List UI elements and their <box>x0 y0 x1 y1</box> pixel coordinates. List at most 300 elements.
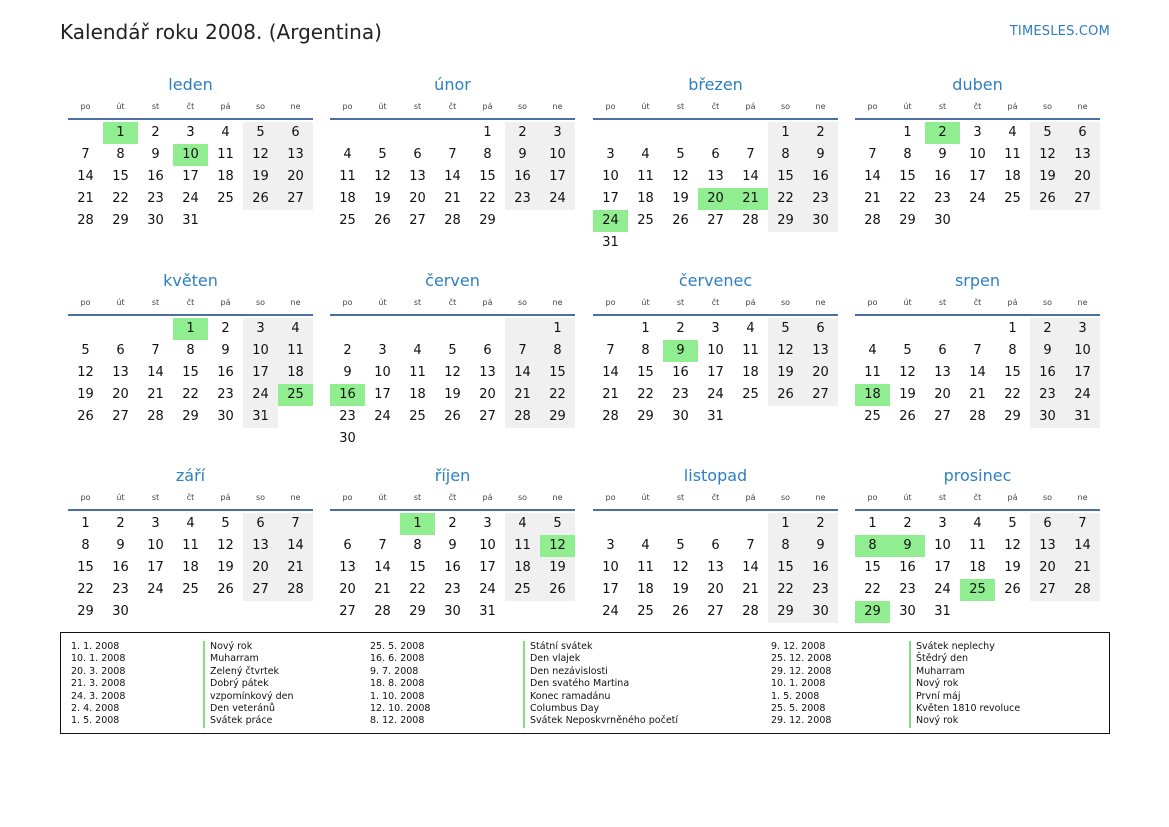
empty-day-cell <box>103 318 138 340</box>
weekday-label: pá <box>1007 298 1018 307</box>
legend-date: 16. 6. 2008 <box>370 653 425 665</box>
day-cell: 25 <box>864 409 881 424</box>
holiday-day-cell: 9 <box>890 535 925 557</box>
day-cell: 12 <box>243 144 278 166</box>
day-cell: 16 <box>1030 362 1065 384</box>
header-divider <box>68 509 313 511</box>
empty-day-cell <box>470 318 505 340</box>
day-cell: 19 <box>77 387 94 402</box>
weekday-label: ne <box>552 493 563 502</box>
day-cell: 12 <box>374 169 391 184</box>
day-cell: 24 <box>147 582 164 597</box>
day-cell: 4 <box>973 516 982 531</box>
day-cell: 29 <box>540 406 575 428</box>
day-cell: 24 <box>540 188 575 210</box>
day-cell: 7 <box>746 147 755 162</box>
day-cell: 25 <box>182 582 199 597</box>
empty-day-cell <box>68 318 103 340</box>
site-logo[interactable]: TIMESLES.COM <box>1009 24 1110 39</box>
legend-holiday-name: Den vlajek <box>523 653 678 665</box>
weekday-label: pá <box>1007 102 1018 111</box>
weekday-label: so <box>1042 102 1053 111</box>
day-cell: 29 <box>1004 409 1021 424</box>
day-cell: 14 <box>147 365 164 380</box>
empty-day-cell <box>698 122 733 144</box>
weekday-label: so <box>780 102 791 111</box>
weekday-label: so <box>780 493 791 502</box>
weekday-label: út <box>378 493 387 502</box>
weekday-label: po <box>342 102 353 111</box>
empty-day-cell <box>435 318 470 340</box>
day-cell: 29 <box>899 213 916 228</box>
weekday-label: st <box>413 493 422 502</box>
day-cell: 9 <box>343 365 352 380</box>
legend-date: 29. 12. 2008 <box>771 715 832 727</box>
day-grid <box>855 513 1100 623</box>
weekday-label: út <box>641 493 650 502</box>
day-cell: 18 <box>505 557 540 579</box>
day-cell: 13 <box>803 340 838 362</box>
weekday-label: so <box>517 298 528 307</box>
empty-day-cell <box>663 122 698 144</box>
day-cell: 25 <box>505 579 540 601</box>
day-cell: 3 <box>186 125 195 140</box>
day-cell: 19 <box>540 557 575 579</box>
legend-dates-col-3 <box>771 641 831 728</box>
day-cell: 11 <box>742 343 759 358</box>
day-cell: 1 <box>768 513 803 535</box>
weekday-label: pá <box>220 102 231 111</box>
header-divider <box>593 118 838 120</box>
month-name: srpen <box>954 271 1001 290</box>
day-cell: 22 <box>1004 387 1021 402</box>
weekday-label: po <box>605 298 616 307</box>
day-cell: 3 <box>483 516 492 531</box>
day-cell: 15 <box>1004 365 1021 380</box>
day-cell: 26 <box>444 409 461 424</box>
header-divider <box>330 509 575 511</box>
day-cell: 3 <box>938 516 947 531</box>
weekday-label: pá <box>1007 493 1018 502</box>
day-cell: 27 <box>339 604 356 619</box>
day-cell: 17 <box>243 362 278 384</box>
day-cell: 20 <box>707 582 724 597</box>
day-cell: 30 <box>339 431 356 446</box>
weekday-label: út <box>378 102 387 111</box>
day-cell: 24 <box>374 409 391 424</box>
day-cell: 11 <box>864 365 881 380</box>
legend-date: 12. 10. 2008 <box>370 703 431 715</box>
day-cell: 6 <box>711 538 720 553</box>
weekday-header <box>855 100 1100 114</box>
empty-day-cell <box>593 122 628 144</box>
day-cell: 2 <box>803 513 838 535</box>
day-cell: 21 <box>278 557 313 579</box>
day-cell: 24 <box>479 582 496 597</box>
header-divider <box>68 118 313 120</box>
day-cell: 22 <box>77 582 94 597</box>
day-cell: 4 <box>278 318 313 340</box>
day-cell: 9 <box>116 538 125 553</box>
day-cell: 7 <box>1065 513 1100 535</box>
day-cell: 5 <box>378 147 387 162</box>
legend-holiday-name: Nový rok <box>909 678 1020 690</box>
day-cell: 4 <box>641 538 650 553</box>
day-cell: 14 <box>1065 535 1100 557</box>
day-cell: 13 <box>707 560 724 575</box>
weekday-header <box>593 491 838 505</box>
holiday-day-cell: 2 <box>925 122 960 144</box>
holiday-day-cell: 24 <box>593 210 628 232</box>
weekday-label: po <box>342 493 353 502</box>
day-cell: 28 <box>278 579 313 601</box>
day-cell: 11 <box>278 340 313 362</box>
day-cell: 15 <box>182 365 199 380</box>
month-calendar <box>68 270 313 428</box>
day-cell: 28 <box>77 213 94 228</box>
page-title: Kalendář roku 2008. (Argentina) <box>60 20 382 44</box>
day-cell: 12 <box>217 538 234 553</box>
day-cell: 26 <box>540 579 575 601</box>
empty-day-cell <box>960 318 995 340</box>
day-cell: 15 <box>899 169 916 184</box>
day-cell: 7 <box>868 147 877 162</box>
day-cell: 12 <box>1030 144 1065 166</box>
legend-holiday-name: Státní svátek <box>523 641 678 653</box>
empty-day-cell <box>505 318 540 340</box>
day-cell: 20 <box>243 557 278 579</box>
day-cell: 22 <box>540 384 575 406</box>
day-cell: 26 <box>1004 582 1021 597</box>
empty-day-cell <box>855 318 890 340</box>
day-cell: 11 <box>505 535 540 557</box>
day-cell: 15 <box>540 362 575 384</box>
day-cell: 19 <box>1004 560 1021 575</box>
day-cell: 17 <box>707 365 724 380</box>
day-cell: 4 <box>641 147 650 162</box>
weekday-label: út <box>116 102 125 111</box>
day-cell: 28 <box>742 213 759 228</box>
day-cell: 17 <box>934 560 951 575</box>
day-cell: 8 <box>768 144 803 166</box>
day-cell: 25 <box>637 213 654 228</box>
day-cell: 28 <box>505 406 540 428</box>
day-cell: 16 <box>672 365 689 380</box>
day-cell: 14 <box>742 560 759 575</box>
legend-holiday-name: Zelený čtvrtek <box>203 666 294 678</box>
day-cell: 13 <box>479 365 496 380</box>
day-cell: 1 <box>641 321 650 336</box>
day-cell: 4 <box>746 321 755 336</box>
day-cell: 18 <box>217 169 234 184</box>
day-cell: 13 <box>934 365 951 380</box>
day-cell: 26 <box>672 604 689 619</box>
day-cell: 30 <box>934 213 951 228</box>
empty-day-cell <box>138 318 173 340</box>
day-cell: 30 <box>217 409 234 424</box>
day-cell: 4 <box>221 125 230 140</box>
legend-holiday-name: Konec ramadánu <box>523 691 678 703</box>
day-cell: 27 <box>707 213 724 228</box>
empty-day-cell <box>733 513 768 535</box>
day-cell: 16 <box>803 557 838 579</box>
legend-holiday-name: Columbus Day <box>523 703 678 715</box>
day-cell: 21 <box>969 387 986 402</box>
weekday-label: pá <box>745 298 756 307</box>
day-cell: 2 <box>676 321 685 336</box>
day-cell: 17 <box>479 560 496 575</box>
day-cell: 28 <box>147 409 164 424</box>
day-cell: 27 <box>243 579 278 601</box>
day-cell: 8 <box>413 538 422 553</box>
legend-holiday-name: Svátek práce <box>203 715 294 727</box>
day-cell: 19 <box>374 191 391 206</box>
day-cell: 23 <box>112 582 129 597</box>
legend-names-col-1 <box>203 641 294 728</box>
day-cell: 9 <box>221 343 230 358</box>
weekday-header <box>68 296 313 310</box>
empty-day-cell <box>365 122 400 144</box>
day-cell: 27 <box>1030 579 1065 601</box>
holiday-day-cell: 1 <box>173 318 208 340</box>
weekday-label: pá <box>482 102 493 111</box>
day-cell: 27 <box>278 188 313 210</box>
legend-holiday-name: Květen 1810 revoluce <box>909 703 1020 715</box>
day-cell: 25 <box>742 387 759 402</box>
day-cell: 16 <box>147 169 164 184</box>
day-cell: 12 <box>77 365 94 380</box>
day-cell: 11 <box>1004 147 1021 162</box>
day-cell: 10 <box>243 340 278 362</box>
day-cell: 22 <box>637 387 654 402</box>
weekday-label: st <box>151 102 160 111</box>
day-cell: 2 <box>221 321 230 336</box>
day-cell: 30 <box>1030 406 1065 428</box>
day-cell: 23 <box>1030 384 1065 406</box>
day-cell: 6 <box>243 513 278 535</box>
weekday-label: st <box>413 102 422 111</box>
day-cell: 4 <box>186 516 195 531</box>
day-cell: 20 <box>803 362 838 384</box>
day-cell: 26 <box>77 409 94 424</box>
empty-day-cell <box>400 318 435 340</box>
day-cell: 6 <box>803 318 838 340</box>
day-cell: 20 <box>479 387 496 402</box>
legend-date: 18. 8. 2008 <box>370 678 425 690</box>
day-cell: 17 <box>1065 362 1100 384</box>
header-divider <box>330 118 575 120</box>
weekday-label: ne <box>815 102 826 111</box>
day-cell: 13 <box>243 535 278 557</box>
day-cell: 21 <box>1065 557 1100 579</box>
day-cell: 6 <box>413 147 422 162</box>
legend-date: 10. 1. 2008 <box>71 653 126 665</box>
day-cell: 13 <box>707 169 724 184</box>
day-cell: 30 <box>672 409 689 424</box>
day-cell: 28 <box>969 409 986 424</box>
day-cell: 24 <box>1065 384 1100 406</box>
day-cell: 3 <box>151 516 160 531</box>
day-cell: 11 <box>637 169 654 184</box>
weekday-label: út <box>116 493 125 502</box>
day-cell: 30 <box>803 601 838 623</box>
month-calendar <box>330 74 575 232</box>
day-cell: 7 <box>151 343 160 358</box>
day-cell: 21 <box>444 191 461 206</box>
day-cell: 22 <box>899 191 916 206</box>
day-cell: 23 <box>444 582 461 597</box>
day-cell: 23 <box>339 409 356 424</box>
day-cell: 2 <box>803 122 838 144</box>
weekday-label: ne <box>1077 493 1088 502</box>
day-cell: 18 <box>969 560 986 575</box>
day-cell: 2 <box>343 343 352 358</box>
holiday-day-cell: 12 <box>540 535 575 557</box>
day-cell: 24 <box>969 191 986 206</box>
legend-date: 25. 5. 2008 <box>370 641 425 652</box>
legend-holiday-name: První máj <box>909 691 1020 703</box>
day-cell: 11 <box>182 538 199 553</box>
legend-holiday-name: Svátek neplechy <box>909 641 1020 653</box>
day-cell: 21 <box>742 582 759 597</box>
holiday-day-cell: 10 <box>173 144 208 166</box>
day-cell: 29 <box>768 210 803 232</box>
day-cell: 10 <box>1065 340 1100 362</box>
legend-date: 20. 3. 2008 <box>71 665 126 677</box>
weekday-label: út <box>378 298 387 307</box>
day-cell: 9 <box>448 538 457 553</box>
day-cell: 15 <box>409 560 426 575</box>
day-cell: 31 <box>1065 406 1100 428</box>
weekday-label: st <box>676 493 685 502</box>
weekday-label: so <box>780 298 791 307</box>
day-cell: 30 <box>803 210 838 232</box>
weekday-label: čt <box>186 102 195 111</box>
day-cell: 2 <box>151 125 160 140</box>
header-divider <box>855 509 1100 511</box>
day-cell: 30 <box>112 604 129 619</box>
day-cell: 23 <box>934 191 951 206</box>
day-cell: 14 <box>602 365 619 380</box>
month-name: září <box>175 466 206 485</box>
day-cell: 23 <box>505 188 540 210</box>
day-cell: 17 <box>969 169 986 184</box>
month-calendar <box>855 74 1100 232</box>
day-cell: 7 <box>278 513 313 535</box>
weekday-header <box>593 296 838 310</box>
day-cell: 17 <box>374 387 391 402</box>
day-cell: 24 <box>707 387 724 402</box>
weekday-label: čt <box>973 298 982 307</box>
day-cell: 28 <box>444 213 461 228</box>
day-cell: 26 <box>243 188 278 210</box>
day-cell: 3 <box>606 147 615 162</box>
day-cell: 18 <box>409 387 426 402</box>
day-cell: 10 <box>934 538 951 553</box>
day-cell: 21 <box>602 387 619 402</box>
day-cell: 25 <box>409 409 426 424</box>
day-cell: 13 <box>112 365 129 380</box>
day-cell: 31 <box>707 409 724 424</box>
day-cell: 17 <box>182 169 199 184</box>
day-cell: 12 <box>768 340 803 362</box>
day-cell: 14 <box>444 169 461 184</box>
legend-holiday-name: Svátek Neposkvrněného početí <box>523 715 678 727</box>
holiday-day-cell: 29 <box>855 601 890 623</box>
empty-day-cell <box>663 513 698 535</box>
day-cell: 20 <box>409 191 426 206</box>
weekday-label: čt <box>448 298 457 307</box>
day-grid <box>855 122 1100 232</box>
day-cell: 2 <box>116 516 125 531</box>
empty-day-cell <box>698 513 733 535</box>
weekday-label: út <box>903 102 912 111</box>
day-cell: 9 <box>151 147 160 162</box>
weekday-header <box>330 100 575 114</box>
month-name: leden <box>168 75 213 94</box>
day-cell: 19 <box>1030 166 1065 188</box>
day-cell: 15 <box>768 166 803 188</box>
empty-day-cell <box>330 122 365 144</box>
legend-holiday-name: Štědrý den <box>909 653 1020 665</box>
day-cell: 6 <box>711 147 720 162</box>
day-cell: 5 <box>81 343 90 358</box>
weekday-label: čt <box>448 493 457 502</box>
empty-day-cell <box>593 318 628 340</box>
legend-date: 1. 10. 2008 <box>370 690 425 702</box>
weekday-label: po <box>80 493 91 502</box>
day-cell: 26 <box>374 213 391 228</box>
day-cell: 23 <box>803 188 838 210</box>
day-cell: 23 <box>217 387 234 402</box>
day-cell: 14 <box>374 560 391 575</box>
day-cell: 4 <box>505 513 540 535</box>
weekday-label: st <box>938 298 947 307</box>
legend-holiday-name: Muharram <box>909 666 1020 678</box>
day-cell: 26 <box>1030 188 1065 210</box>
weekday-label: po <box>80 298 91 307</box>
day-cell: 11 <box>339 169 356 184</box>
day-cell: 8 <box>116 147 125 162</box>
month-calendar <box>593 74 838 254</box>
day-cell: 20 <box>1030 557 1065 579</box>
day-cell: 20 <box>934 387 951 402</box>
weekday-label: ne <box>290 298 301 307</box>
day-cell: 18 <box>637 582 654 597</box>
day-cell: 12 <box>1004 538 1021 553</box>
day-cell: 1 <box>1008 321 1017 336</box>
day-cell: 5 <box>243 122 278 144</box>
day-cell: 24 <box>243 384 278 406</box>
day-cell: 10 <box>147 538 164 553</box>
holiday-day-cell: 25 <box>960 579 995 601</box>
day-cell: 21 <box>77 191 94 206</box>
day-cell: 30 <box>147 213 164 228</box>
day-cell: 22 <box>112 191 129 206</box>
header-divider <box>593 314 838 316</box>
month-calendar <box>593 270 838 428</box>
day-cell: 18 <box>1004 169 1021 184</box>
holiday-day-cell: 1 <box>400 513 435 535</box>
weekday-label: ne <box>552 298 563 307</box>
month-name: prosinec <box>943 466 1012 485</box>
empty-day-cell <box>400 122 435 144</box>
legend-dates-col-1 <box>71 641 125 728</box>
weekday-label: út <box>641 298 650 307</box>
day-cell: 16 <box>803 166 838 188</box>
day-cell: 23 <box>803 579 838 601</box>
day-cell: 19 <box>768 362 803 384</box>
